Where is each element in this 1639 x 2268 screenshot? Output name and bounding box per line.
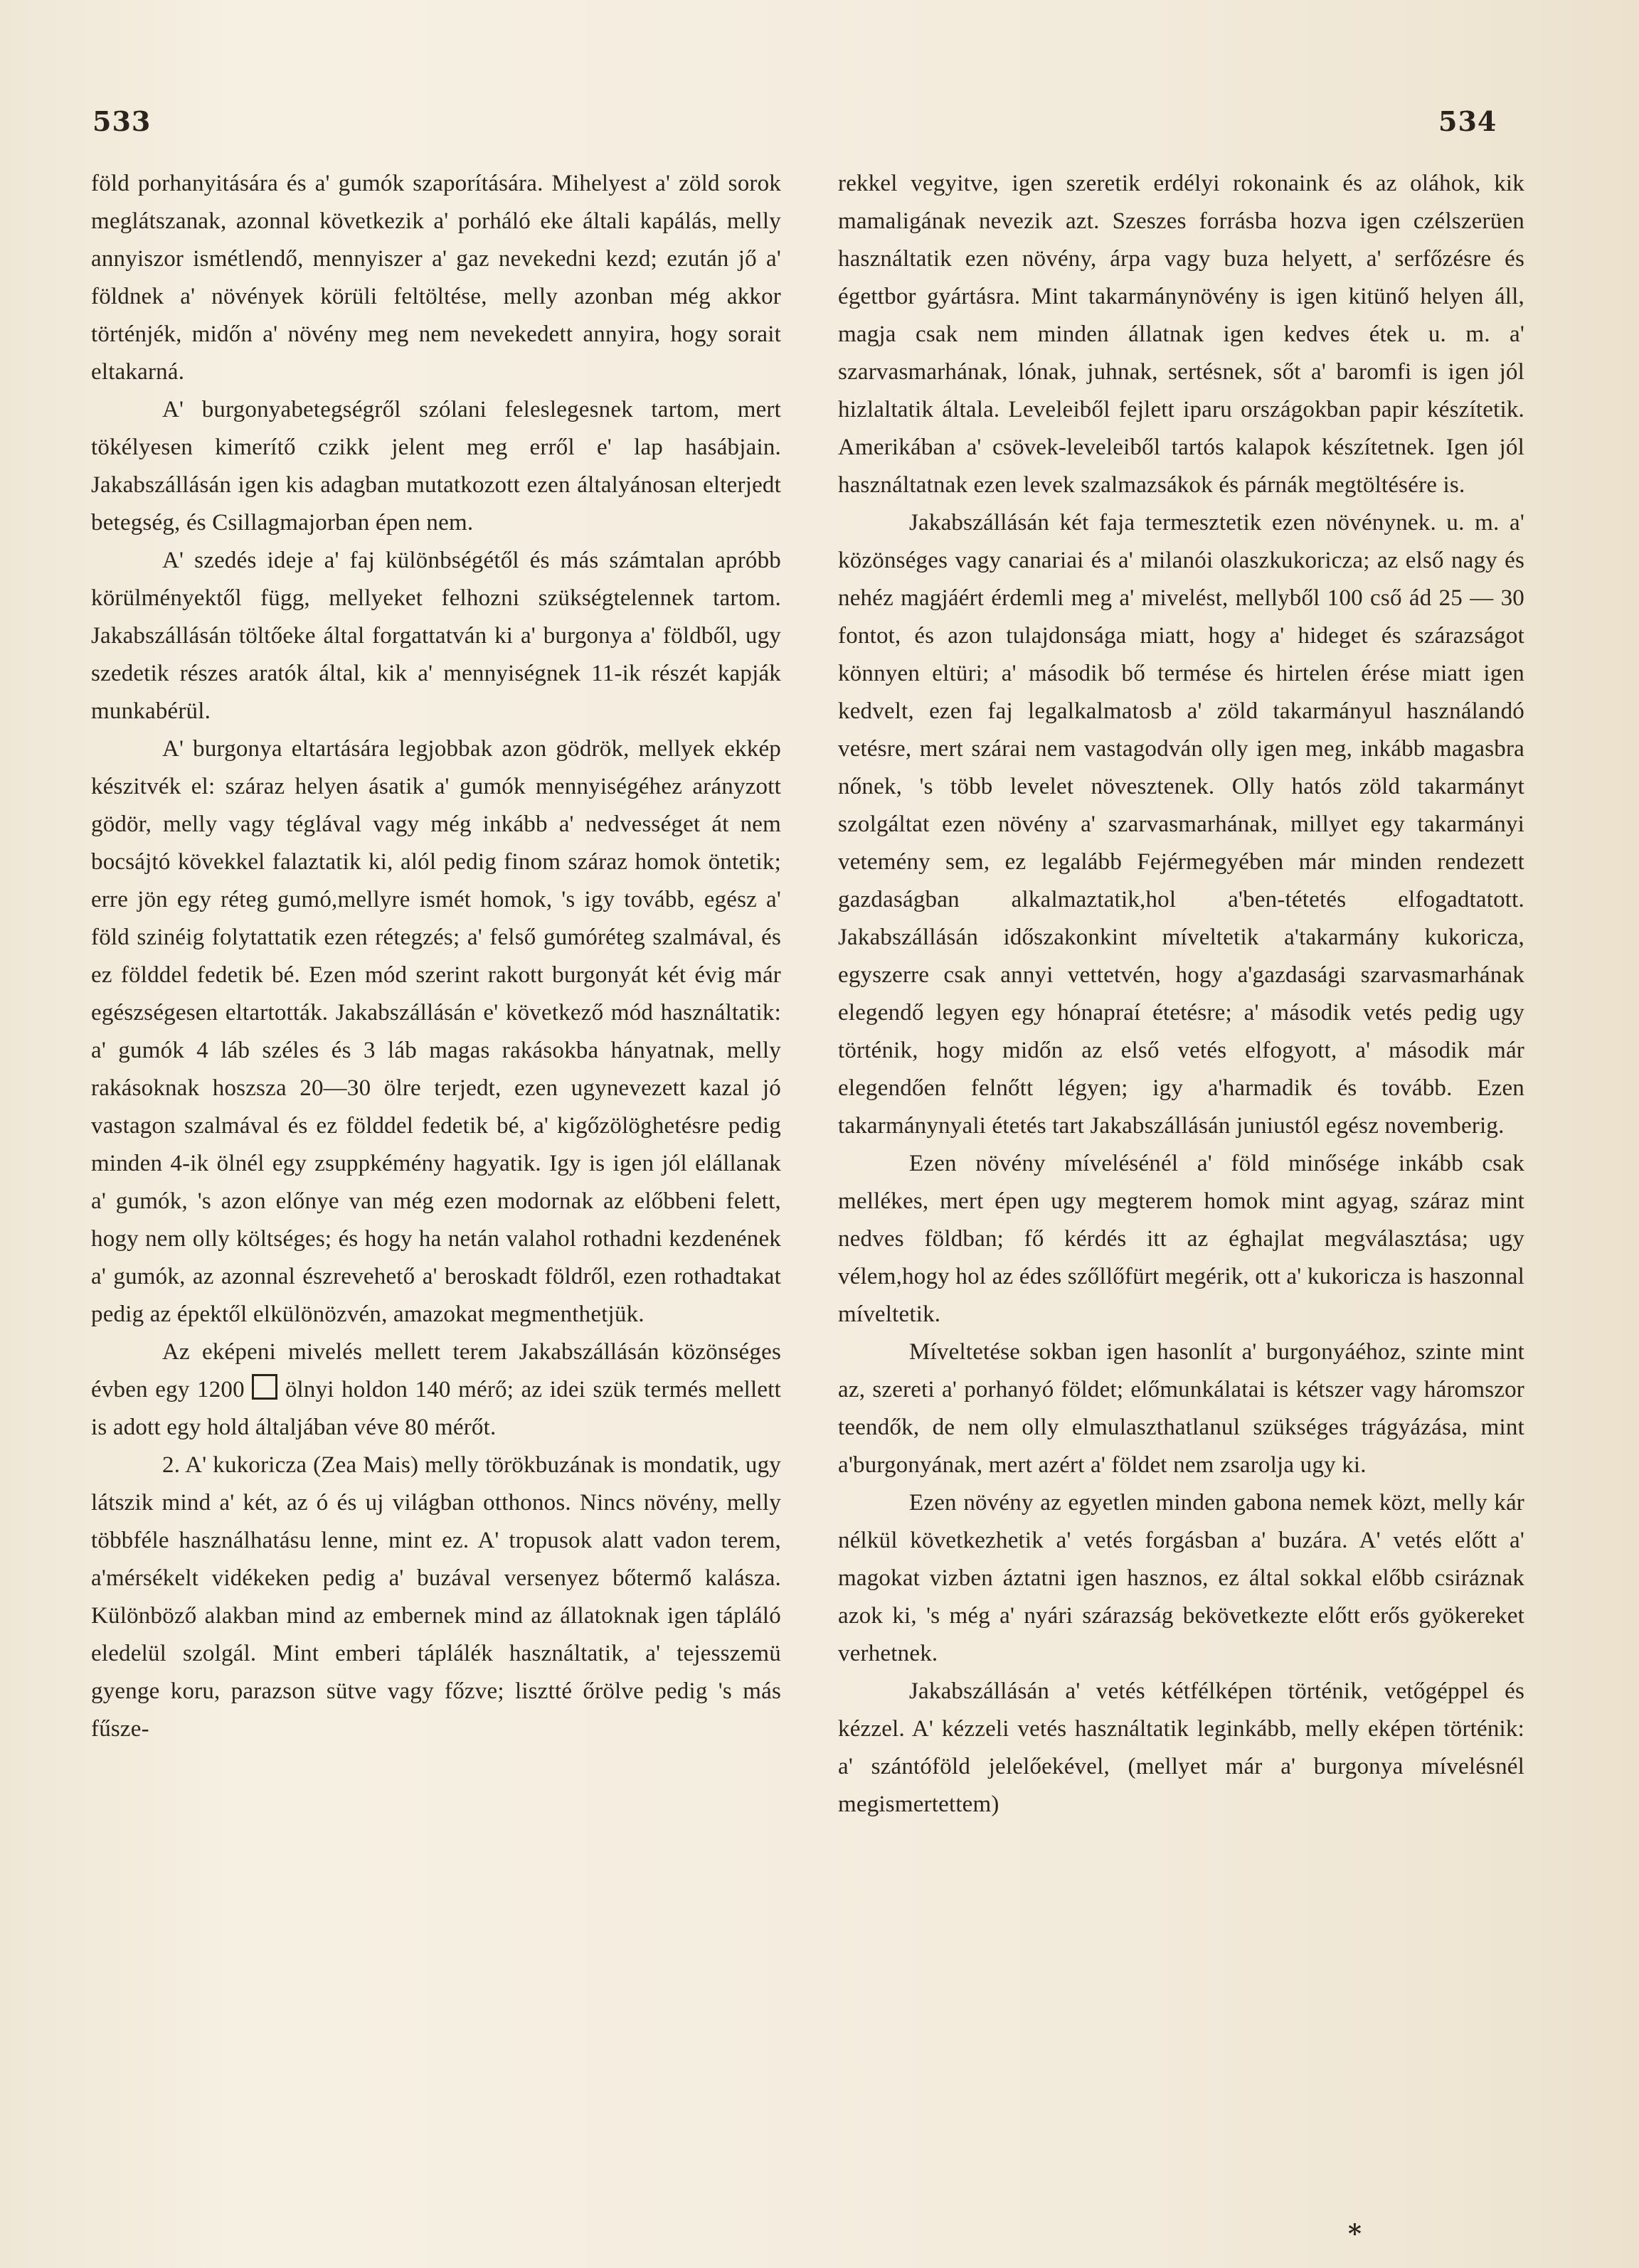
- signature-mark: *: [1348, 2219, 1362, 2249]
- paragraph-text: ölnyi holdon 140 mérő; az idei szük termés mellett is adott egy hold általjában véve 80 mérőt.: [91, 1377, 781, 1440]
- paragraph: A' szedés ideje a' faj különbségétől és más számtalan apróbb körülményektől függ, mellyeket felhozni szükségtelennek tartom. Jakabszállásán töltőeke által forgattatván ki a' burgonya a' földből, ugy szedetik részes aratók által, kik a' mennyiségnek 11-ik részét kapják munkabérül.: [91, 548, 781, 724]
- paragraph: 2. A' kukoricza (Zea Mais) melly törökbuzának is mondatik, ugy látszik mind a' két, az ó és uj világban otthonos. Nincs növény, melly többféle használhatásu lenne, mint ez. A' tropusok alatt vadon terem, a'mérsékelt vidékeken pedig a' buzával versenyez bőtermő kalásza. Különböző alakban mind az embernek mind az állatoknak igen tápláló eledelül szolgál. Mint emberi táplálék használtatik, a' tejesszemü gyenge koru, parazson sütve vagy főzve; lisztté őrölve pedig 's más fűsze-: [91, 1452, 781, 1742]
- paragraph: Míveltetése sokban igen hasonlít a' burgonyáéhoz, szinte mint az, szereti a' porhanyó földet; előmunkálatai is kétszer vagy háromszor teendők, de nem olly elmulaszthatlanul szükséges trágyázása, mint a'burgonyának, mert azért a' földet nem zsarolja ugy ki.: [838, 1339, 1524, 1478]
- paragraph: [91, 1333, 781, 1447]
- left-column: [91, 165, 781, 1748]
- paragraph-text: Az eképeni mivelés mellett terem Jakabszállásán közönséges évben egy 1200: [91, 1339, 781, 1402]
- paragraph: Ezen növény az egyetlen minden gabona nemek közt, melly kár nélkül következhetik a' vetés forgásban a' buzára. A' vetés előtt a' magokat vizben áztatni igen hasznos, ez által sokkal előbb csiráznak azok ki, 's még a' nyári szárazság bekövetkezte előtt erős gyökereket verhetnek.: [838, 1490, 1524, 1666]
- paragraph: rekkel vegyitve, igen szeretik erdélyi rokonaink és az oláhok, kik mamaligának nevezik azt. Szeszes forrásba hozva igen czélszerüen használtatik ezen növény, árpa vagy buza helyett, a' serfőzésre és égettbor gyártásra. Mint takarmánynövény is igen kitünő helyen áll, magja csak nem minden állatnak igen kedves étek u. m. a' szarvasmarhának, lónak, juhnak, sertésnek, sőt a' baromfi is igen jól hizlaltatik általa. Leveleiből fejlett iparu országokban papir készítetik. Amerikában a' csövek-leveleiből tartós kalapok készítetnek. Igen jól használtatnak ezen levek szalmazsákok és párnák megtöltésére is.: [838, 171, 1524, 498]
- right-column: [838, 165, 1524, 1824]
- paragraph: A' burgonya eltartására legjobbak azon gödrök, mellyek ekkép készitvék el: száraz helyen ásatik a' gumók mennyiségéhez arányzott gödör, melly vagy téglával vagy még inkább a' nedvességet át nem bocsájtó kövekkel falaztatik ki, alól pedig finom száraz homok öntetik; erre jön egy réteg gumó,mellyre ismét homok, 's igy tovább, egész a' föld szinéig folytattatik ezen rétegzés; a' felső gumóréteg szalmával, és ez földdel fedetik bé. Ezen mód szerint rakott burgonyát két évig már egészségesen eltartották. Jakabszállásán e' következő mód használtatik: a' gumók 4 láb széles és 3 láb magas rakásokba hányatnak, melly rakásoknak hoszsza 20—30 ölre terjedt, ezen ugynevezett kazal jó vastagon szalmával és ez földdel fedetik bé, a' kigőzölöghetésre pedig minden 4-ik ölnél egy zsuppkémény hagyatik. Igy is igen jól elállanak a' gumók, 's azon előnye van még ezen modornak az előbbeni felett, hogy nem olly költséges; és hogy ha netán valahol rothadni kezdenének a' gumók, az azonnal észrevehető a' beroskadt földről, ezen rothadtakat pedig az épektől elkülönözvén, amazokat megmenthetjük.: [91, 736, 781, 1327]
- paragraph: föld porhanyitására és a' gumók szaporítására. Mihelyest a' zöld sorok meglátszanak, azonnal következik a' porháló eke általi kapálás, melly annyiszor ismétlendő, mennyiszer a' gaz nevekedni kezd; ezután jő a' földnek a' növények körüli feltöltése, melly azonban még akkor történjék, midőn a' növény meg nem nevekedett annyira, hogy sorait eltakarná.: [91, 171, 781, 385]
- paragraph: A' burgonyabetegségről szólani feleslegesnek tartom, mert tökélyesen kimerítő czikk jelent meg erről e' lap hasábjain. Jakabszállásán igen kis adagban mutatkozott ezen általyánosan elterjedt betegség, és Csillagmajorban épen nem.: [91, 397, 781, 536]
- paragraph: Ezen növény mívelésénél a' föld minősége inkább csak mellékes, mert épen ugy megterem homok mint agyag, száraz mint nedves földban; fő kérdés itt az éghajlat megválasztása; ugy vélem,hogy hol az édes szőllőfürt megérik, ott a' kukoricza is haszonnal míveltetik.: [838, 1151, 1524, 1327]
- paragraph: Jakabszállásán két faja termesztetik ezen növénynek. u. m. a' közönséges vagy canariai és a' milanói olaszkukoricza; az első nagy és nehéz magjáért érdemli meg a' mivelést, mellyből 100 cső ád 25 — 30 fontot, és azon tulajdonsága miatt, hogy a' hideget és szárazságot könnyen eltüri; a' második bő termése és hirtelen érése miatt igen kedvelt, ezen faj legalkalmatosb a' zöld takarmányul használandó vetésre, mert szárai nem vastagodván olly igen meg, inkább magasbra nőnek, 's több levelet növesztenek. Olly hatós zöld takarmányt szolgáltat ezen növény a' szarvasmarhának, millyet egy takarmányi vetemény sem, ez legalább Fejérmegyében már minden rendezett gazdaságban alkalmaztatik,hol a'ben-tétetés elfogadtatott. Jakabszállásán időszakonkint míveltetik a'takarmány kukoricza, egyszerre csak annyi vettetvén, hogy a'gazdasági szarvasmarhának elegendő legyen egy hónapraí étetésre; a' második vetés pedig ugy történik, hogy midőn az első vetés elfogyott, a' második már elegendően felnőtt légyen; igy a'harmadik és tovább. Ezen takarmánynyali étetés tart Jakabszállásán juniustól egész novemberig.: [838, 510, 1524, 1139]
- page-number-right: 534: [1438, 105, 1497, 137]
- square-fathom-icon: [252, 1374, 277, 1400]
- page-number-left: 533: [92, 105, 152, 137]
- paragraph: Jakabszállásán a' vetés kétfélképen történik, vetőgéppel és kézzel. A' kézzeli vetés használtatik leginkább, melly eképen történik: a' szántóföld jelelőekével, (mellyet már a' burgonya mívelésnél megismertettem): [838, 1678, 1524, 1817]
